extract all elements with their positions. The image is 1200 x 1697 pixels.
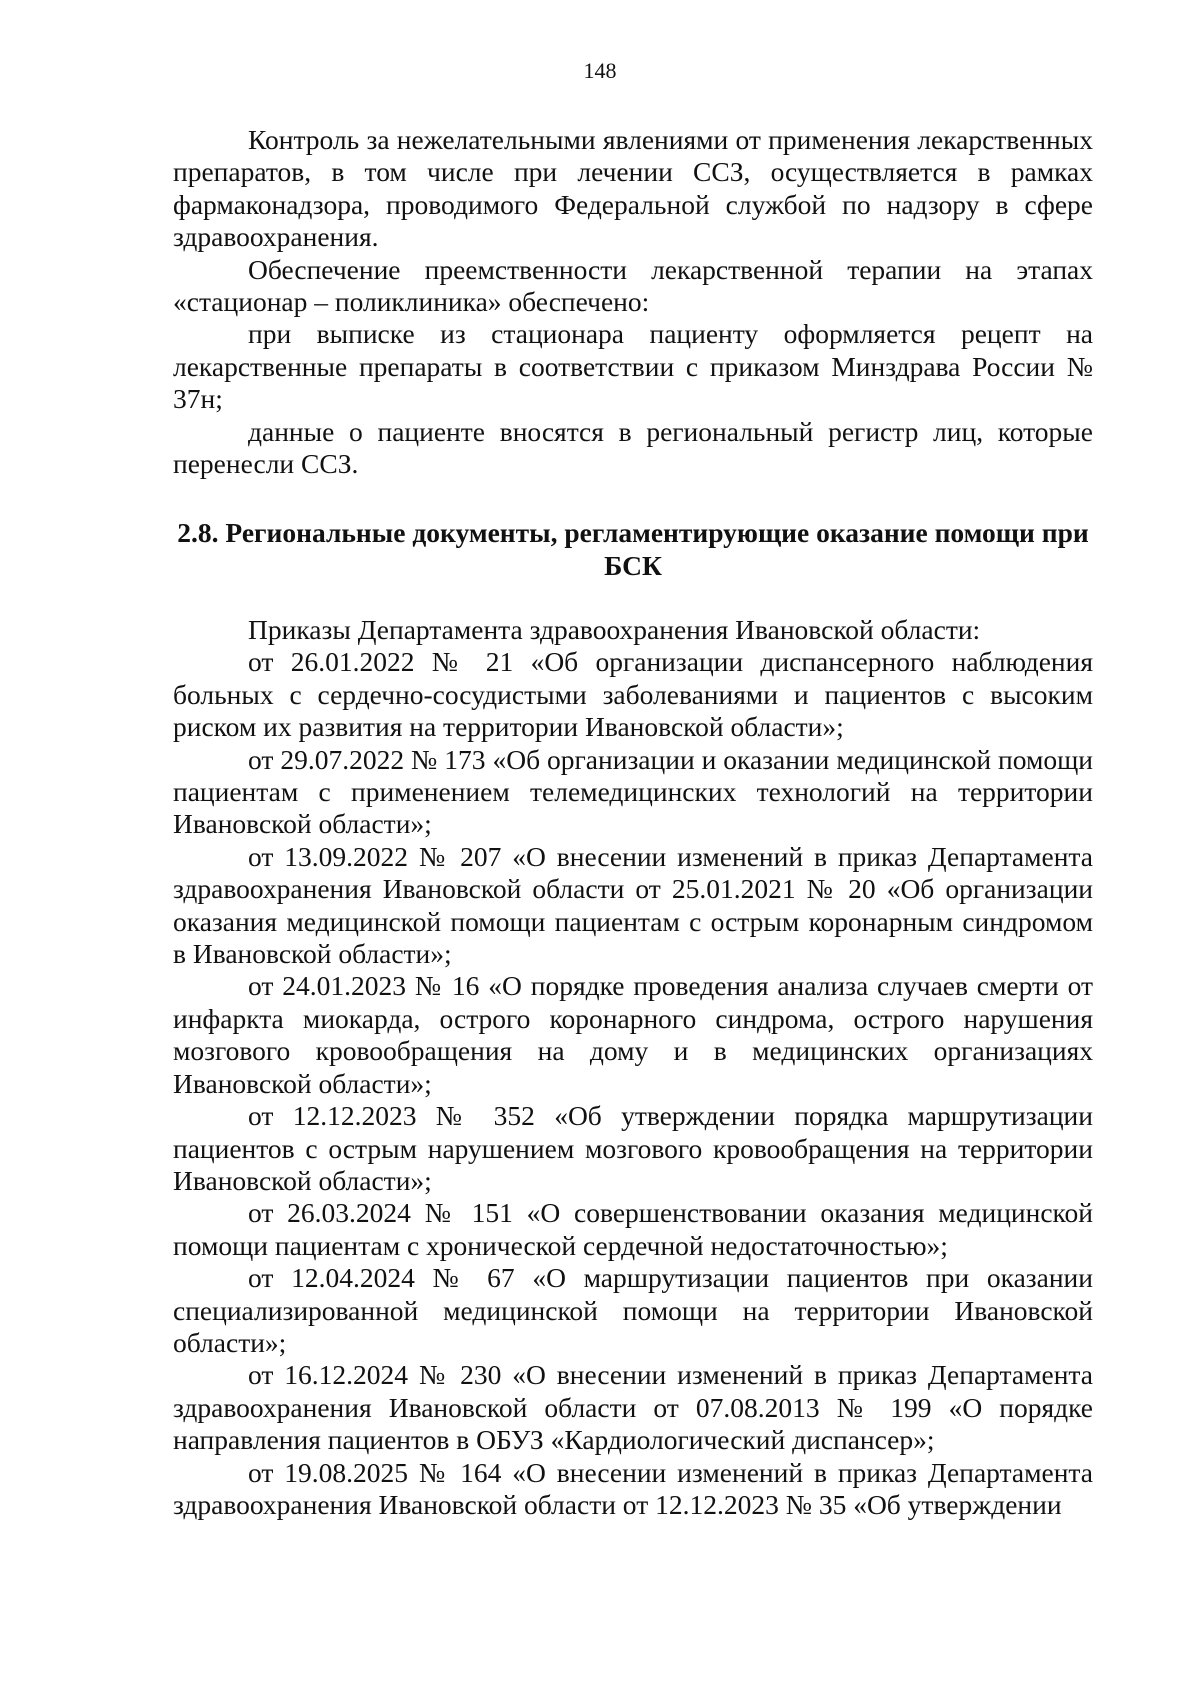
paragraph: Контроль за нежелательными явлениями от применения лекарственных препаратов, в том числе при лечении ССЗ, осуществляется в рамках фармаконадзора, проводимого Федеральной службой по надзору в сфере здравоохранения. [173, 124, 1093, 253]
paragraph: Приказы Департамента здравоохранения Ивановской области: [248, 614, 981, 645]
order-item: от 12.04.2024 № 67 «О маршрутизации пациентов при оказании специализированной медицинской помощи на территории Ивановской области»; [173, 1262, 1093, 1358]
body-text-orders [173, 614, 1093, 1521]
order-item: от 16.12.2024 № 230 «О внесении изменений в приказ Департамента здравоохранения Ивановской области от 07.08.2013 № 199 «О порядке направления пациентов в ОБУЗ «Кардиологический диспансер»; [173, 1359, 1093, 1456]
order-item: от 12.12.2023 № 352 «Об утверждении порядка маршрутизации пациентов с острым нарушением мозгового кровообращения на территории Ивановской области»; [173, 1100, 1093, 1196]
order-item: от 26.03.2024 № 151 «О совершенствовании оказания медицинской помощи пациентам с хронической сердечной недостаточностью»; [173, 1197, 1093, 1261]
section-title: 2.8. Региональные документы, регламентирующие оказание помощи при БСК [177, 517, 1089, 581]
order-item: от 26.01.2022 № 21 «Об организации диспансерного наблюдения больных с сердечно-сосудистыми заболеваниями и пациентов с высоким риском их развития на территории Ивановской области»; [173, 646, 1093, 743]
body-text-top [173, 124, 1093, 480]
page-number: 148 [583, 58, 617, 83]
paragraph: Обеспечение преемственности лекарственной терапии на этапах «стационар – поликлиника» обеспечено: [173, 253, 1093, 318]
order-item: от 19.08.2025 № 164 «О внесении изменений в приказ Департамента здравоохранения Ивановской области от 12.12.2023 № 35 «Об утверждении [173, 1456, 1093, 1520]
order-item: от 24.01.2023 № 16 «О порядке проведения анализа случаев смерти от инфаркта миокарда, острого коронарного синдрома, острого нарушения мозгового кровообращения на дому и в медицинских организациях Ивановской области»; [173, 970, 1093, 1099]
paragraph: при выписке из стационара пациенту оформляется рецепт на лекарственные препараты в соответствии с приказом Минздрава России № 37н; [173, 318, 1093, 415]
order-item: от 29.07.2022 № 173 «Об организации и оказании медицинской помощи пациентам с применением телемедицинских технологий на территории Ивановской области»; [173, 743, 1093, 840]
paragraph: данные о пациенте вносятся в региональный регистр лиц, которые перенесли ССЗ. [173, 415, 1093, 480]
order-item: от 13.09.2022 № 207 «О внесении изменений в приказ Департамента здравоохранения Ивановской области от 25.01.2021 № 20 «Об организации оказания медицинской помощи пациентам с острым коронарным синдромом в Ивановской области»; [173, 840, 1093, 970]
